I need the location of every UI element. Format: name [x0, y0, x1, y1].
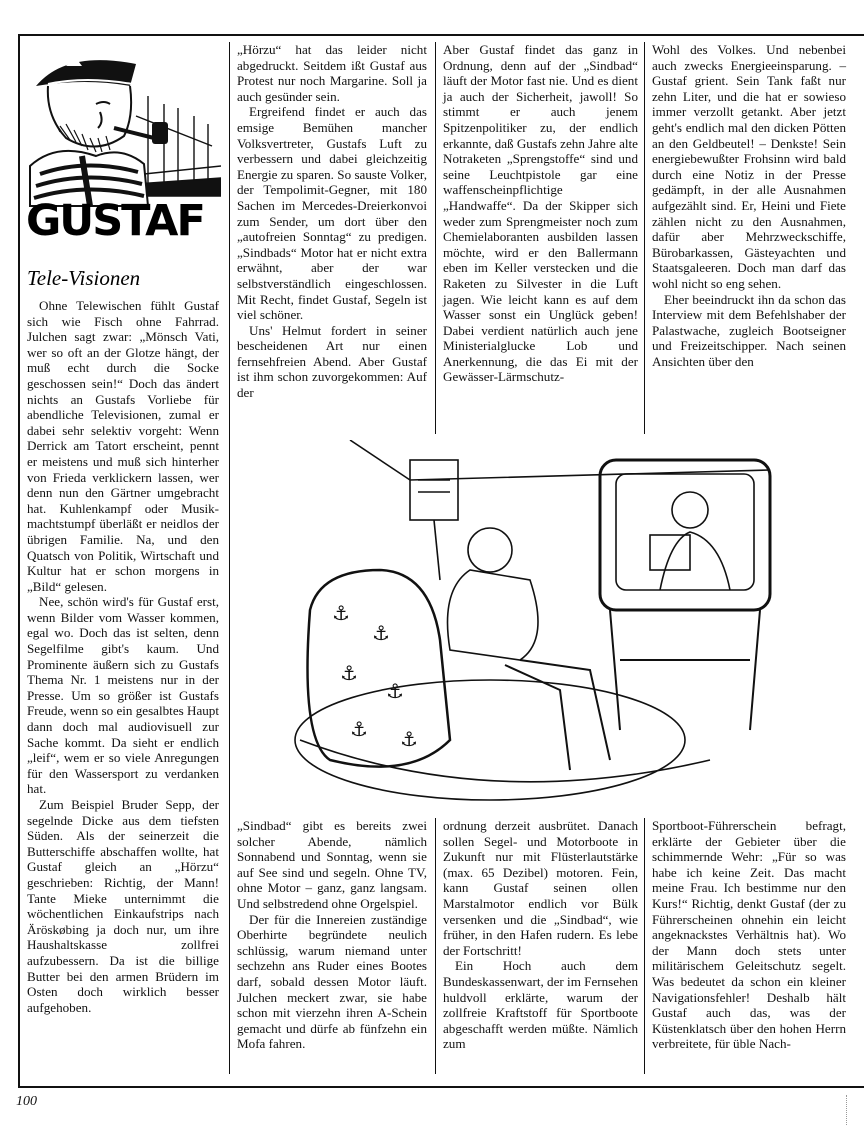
paragraph: Zum Beispiel Bruder Sepp, der segelnde Dicke aus dem tiefsten Süden. Als der seinerzeit die Butterschiffe abschaffen wollte, hat Gustaf gleich an „Hörzu“ geschrieben: Richtig, der Mann! Tante Mieke unternimmt die wöchentlichen Einkaufstrips nach Äröskøbing ja doch nur, um ihre Haushaltskasse zollfrei aufzubessern. Da ist die billige Butter bei den armen Brüdern im Osten doch wirklich besser aufgehoben.	[27, 797, 219, 1015]
column-rule	[435, 42, 436, 434]
anchor-icon: ⚓	[350, 717, 368, 741]
column-4-top	[652, 42, 846, 369]
anchor-icon: ⚓	[386, 679, 404, 703]
anchor-icon: ⚓	[340, 661, 358, 685]
anchor-icon: ⚓	[332, 601, 350, 625]
paragraph: Ergreifend findet er auch das emsige Bemühen mancher Volksvertreter, Gustafs Luft zu verbessern und dabei gleichzeitig Energie zu sparen. So sauste Volker, der Tempolimit-Gegner, mit 180 Sachen im Mercedes-Dreierkonvoi zum Sender, um dort über den „autofreien Sonntag“ zu predigen. „Sindbads“ Motor hat er nicht extra erwähnt, aber der war selbstverständlich eingeschlossen. Mit Recht, findet Gustaf, Segeln ist viel schöner.	[237, 104, 427, 323]
column-rule	[229, 42, 230, 1074]
paragraph: Sportboot-Führerschein befragt, erklärte der Gebieter über die schimmernde Wehr: „Für so was habe ich keine Zeit. Das macht meine Frau. Ich bestimme nur den Kurs!“ Richtig, denkt Gustaf (der zu Führerscheinen ohnehin ein leicht angeknackstes Verhältnis hat). Wo der Mann doch stets unter militärischem Geleitschutz segelt. Was bedeutet da schon ein kleiner Navigationsfehler! Deshalb hält Gustaf auch das, was der Küstenklatsch über den hohen Herrn verbreitete, für üble Nach-	[652, 818, 846, 1052]
column-4-bottom	[652, 818, 846, 1052]
column-3-top	[443, 42, 638, 385]
column-1	[27, 298, 219, 1015]
paragraph: Ohne Telewischen fühlt Gustaf sich wie Fisch ohne Fahrrad. Julchen sagt zwar: „Mönsch Vati, wer so oft an der Glotze hängt, der muß echt durch die Socke geschossen sein!“ Doch das ändert nichts an Gustafs Vorliebe für abendliche Televisionen, zumal er dabei sehr selektiv vorgeht: Wenn Derrick am Tatort erscheint, pennt er meistens und muß sich hinterher von Frieda verklickern lassen, wer denn nun den Gärtner umgebracht hat. Kuhlenkampf oder Musik-machtstumpf überläßt er neidlos der übrigen Familie. Na, und den Quatsch von Politik, Wirtschaft und Kultur hat er schon morgens in „Bild“ gelesen.	[27, 298, 219, 594]
anchor-icon: ⚓	[400, 727, 418, 751]
gustaf-title: GUSTAF	[26, 196, 204, 246]
paragraph: „Hörzu“ hat das leider nicht abgedruckt. Seitdem ißt Gustaf aus Protest nur noch Margarine. Soll ja auch gesünder sein.	[237, 42, 427, 104]
paragraph: Nee, schön wird's für Gustaf erst, wenn Bilder vom Wasser kommen, egal wo. Doch das ist selten, denn Segelfilme gibt's kaum. Und Prominente äußern sich zu Gustafs Thema Nr. 1 meistens nur in der Presse. Um so größer ist Gustafs Freude, wenn so ein gesalbtes Haupt dann doch mal audiovisuell zur Sache kommt. Da sieht er endlich „leif“, wem er so viele Anregungen für den Wassersport zu verdanken hat.	[27, 594, 219, 797]
paragraph: Uns' Helmut fordert in seiner bescheidenen Art nur einen fernsehfreien Abend. Aber Gustaf ist ihm schon zuvorgekommen: Auf der	[237, 322, 427, 401]
column-rule	[644, 42, 645, 434]
column-3-bottom	[443, 818, 638, 1052]
column-2-bottom	[237, 818, 427, 1052]
cartoon-illustration	[290, 440, 785, 812]
column-rule	[435, 818, 436, 1074]
paragraph: Aber Gustaf findet das ganz in Ordnung, denn auf der „Sindbad“ läuft der Motor fast nie. Und es dient ja auch der Sicherheit, jawoll! So stimmt er auch jenem Spitzenpolitiker zu, der endlich erkannte, daß Gustafs zehn Jahre alte Notraketen „Sprengstoffe“ sind und seine Leuchtpistole gar eine waffenscheinpflichtige „Handwaffe“. Da der Skipper sich weder zum Sprengmeister noch zum Chemielaboranten ausbilden lassen möchte, wird er den Ballermann eben im Keller verstecken und die Raketen zu Silvester in die Luft jagen. Wie leicht kann es auf dem Wasser sonst ein Unglück geben! Dabei verdient natürlich auch jene Ministerialglucke Lob und Anerkennung, die das Ei mit der Gewässer-Lärmschutz-	[443, 42, 638, 385]
column-rule	[644, 818, 645, 1074]
paragraph: Eher beeindruckt ihn da schon das Interview mit dem Befehlshaber der Palastwache, zugleich Bootseigner und Freizeitschipper. Nach seinen Ansichten über den	[652, 291, 846, 369]
anchor-icon: ⚓	[372, 621, 390, 645]
paragraph: „Sindbad“ gibt es bereits zwei solcher Abende, nämlich Sonnabend und Sonntag, wenn sie auf See sind und segeln. Ohne TV, ohne Motor – ganz, ganz langsam. Und selbstredend ohne Orgelspiel.	[237, 818, 427, 911]
paragraph: ordnung derzeit ausbrütet. Danach sollen Segel- und Motorboote in Zukunft nur mit Flüsterlautstärke (max. 65 Dezibel) motoren. Fein, kann Gustaf seinen ollen Marstalmotor endlich vor Bülk versenken und die „Sindbad“, wie früher, in den Hafen rudern. Es lebe der Fortschritt!	[443, 818, 638, 958]
paragraph: Der für die Innereien zuständige Oberhirte begründete neulich schlüssig, warum niemand unter sechzehn ans Ruder eines Bootes darf, sobald dessen Motor läuft. Julchen meckert zwar, sie habe schon mit vierzehn ihren A-Schein gemacht und dürfe ab fünfzehn ein Mofa fahren.	[237, 911, 427, 1052]
page-number: 100	[16, 1094, 37, 1109]
margin-mark	[846, 1095, 861, 1125]
column-2-top	[237, 42, 427, 401]
article-subtitle: Tele-Visionen	[27, 266, 141, 290]
paragraph: Ein Hoch auch dem Bundeskassenwart, der im Fernsehen huldvoll erklärte, warum der zollfreie Kraftstoff für Sportboote abgeschafft werden müßte. Nämlich zum	[443, 958, 638, 1052]
paragraph: Wohl des Volkes. Und nebenbei auch zwecks Energieeinsparung. – Gustaf grient. Sein Tank faßt nur zehn Liter, und die hat er sowieso immer verzollt getankt. Aber jetzt geht's endlich mal den dicken Pötten an den Geldbeutel! – Denkste! Sein energiebewußter Frohsinn wird bald durch eine Notiz in der Presse gedämpft, in der alle Ausnahmen aufgezählt sind. Er, Heini und Fiete zählen nicht zu den Ausnahmen, dafür aber Mehrzweckschiffe, Bürobarkassen, Gästeyachten und Staatsgaleeren. Doch man darf das wohl nicht so eng sehen.	[652, 42, 846, 291]
